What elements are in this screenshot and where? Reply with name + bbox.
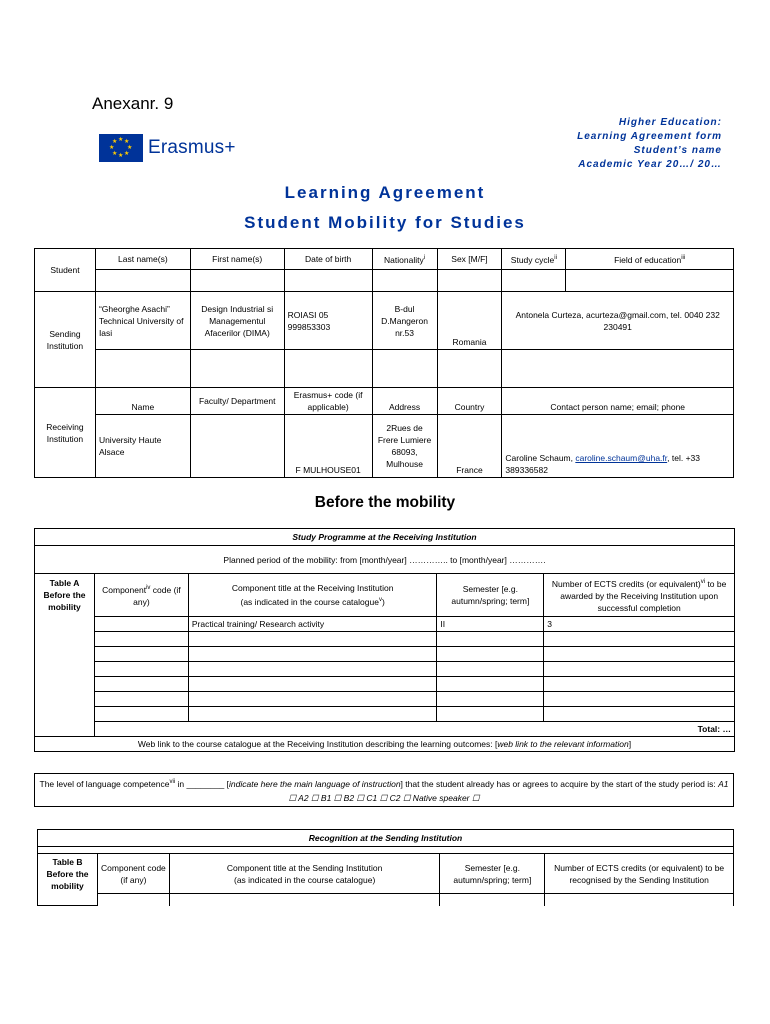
receiving-erasmus-code: F MULHOUSE01 <box>284 415 372 478</box>
sending-extra-cell[interactable] <box>95 350 190 388</box>
empty-cell[interactable] <box>188 662 437 677</box>
empty-cell[interactable] <box>437 692 544 707</box>
receiving-email-link[interactable]: caroline.schaum@uha.fr <box>575 453 668 463</box>
annex-label: Anexanr. 9 <box>92 94 174 113</box>
erasmus-logo <box>99 133 249 163</box>
sending-name: “Gheorghe Asachi” Technical University of Iasi <box>95 292 190 350</box>
empty-cell[interactable] <box>94 632 188 647</box>
empty-cell[interactable] <box>437 677 544 692</box>
logo-text: Erasmus+ <box>148 137 236 158</box>
receiving-name: University Haute Alsace <box>95 415 190 478</box>
col-study-cycle: Study cycle$^{ii}$ <box>502 249 566 270</box>
col-ects-credits: Number of ECTS credits (or equivalent)$^{vi}$ to be awarded by the Receiving Institution upon successful completion <box>544 574 735 617</box>
eu-flag-icon: ★ ★ ★ ★ ★ ★ ★ ★ <box>99 134 143 162</box>
sending-country: Romania <box>437 292 502 350</box>
language-levels[interactable]: A1 ☐ A2 ☐ B1 ☐ B2 ☐ C1 ☐ C2 ☐ Native speaker ☐ <box>288 778 729 803</box>
empty-cell[interactable] <box>437 632 544 647</box>
header-line-1: Higher Education: <box>618 117 722 128</box>
col-faculty: Faculty/ Department <box>190 388 284 415</box>
course-catalogue-weblink: Web link to the course catalogue at the Receiving Institution describing the learning outcomes: [web link to the relevant information] <box>35 737 735 752</box>
table-row <box>35 632 735 647</box>
header-line-3: Student’s name <box>633 145 722 156</box>
col-semester: Semester [e.g. autumn/spring; term] <box>437 574 544 617</box>
col-component-title: Component title at the Sending Institution (as indicated in the course catalogue) <box>169 854 440 894</box>
sending-extra-cell[interactable] <box>190 350 284 388</box>
empty-cell[interactable] <box>437 647 544 662</box>
table-a-label: Table A Before the mobility <box>35 574 95 737</box>
page-subtitle: Student Mobility for Studies <box>244 213 526 232</box>
student-label: Student <box>35 249 96 292</box>
col-component-code: Component code (if any) <box>97 854 169 894</box>
header-line-2: Learning Agreement form <box>577 131 722 142</box>
col-contact: Contact person name; email; phone <box>502 388 734 415</box>
sending-extra-cell[interactable] <box>437 350 502 388</box>
table-row <box>35 692 735 707</box>
student-dob-cell[interactable] <box>284 270 372 292</box>
table-a <box>34 528 735 752</box>
planned-period: Planned period of the mobility: from [month/year] ………….. to [month/year] …………. <box>35 546 735 574</box>
empty-cell[interactable] <box>94 677 188 692</box>
empty-cell[interactable] <box>169 894 440 906</box>
empty-cell[interactable] <box>94 662 188 677</box>
empty-cell[interactable] <box>188 692 437 707</box>
empty-cell[interactable] <box>188 677 437 692</box>
empty-cell[interactable] <box>188 632 437 647</box>
header-line-4: Academic Year 20…/ 20… <box>578 159 722 170</box>
empty-cell[interactable] <box>544 692 735 707</box>
col-name: Name <box>95 388 190 415</box>
institutions-table <box>34 248 734 478</box>
table-a-total: Total: … <box>94 722 734 737</box>
table-a-heading: Study Programme at the Receiving Institution <box>35 529 735 546</box>
table-b-heading: Recognition at the Sending Institution <box>38 830 734 847</box>
student-field-cell[interactable] <box>566 270 734 292</box>
sending-erasmus-code: ROIASI 05 999853303 <box>284 292 372 350</box>
receiving-faculty-cell[interactable] <box>190 415 284 478</box>
receiving-contact: Caroline Schaum, caroline.schaum@uha.fr, tel. +33 389336582 <box>502 415 734 478</box>
sending-extra-cell[interactable] <box>502 350 734 388</box>
empty-cell[interactable] <box>544 632 735 647</box>
col-erasmus-code: Erasmus+ code (if applicable) <box>284 388 372 415</box>
empty-cell[interactable] <box>544 677 735 692</box>
language-competence: The level of language competence$^{vii}$ in ________ [indicate here the main language of instruction] that the student already has or agrees to acquire by the start of the study period is: A1 ☐ A2 ☐ B1 ☐ B2 ☐ C1 ☐ C2 ☐ Native speaker ☐ <box>34 773 734 807</box>
table-b <box>37 829 734 906</box>
table-row <box>35 662 735 677</box>
empty-cell[interactable] <box>437 662 544 677</box>
col-country: Country <box>437 388 502 415</box>
table-row <box>38 894 734 906</box>
empty-cell[interactable] <box>188 647 437 662</box>
sending-contact: Antonela Curteza, acurteza@gmail.com, tel. 0040 232 230491 <box>502 292 734 350</box>
col-semester: Semester [e.g. autumn/spring; term] <box>440 854 545 894</box>
empty-cell[interactable] <box>544 662 735 677</box>
col-address: Address <box>372 388 437 415</box>
sending-label: Sending Institution <box>35 292 96 388</box>
student-nationality-cell[interactable] <box>372 270 437 292</box>
table-b-spacer <box>38 847 734 854</box>
col-ects-credits: Number of ECTS credits (or equivalent) to be recognised by the Sending Institution <box>545 854 734 894</box>
sending-faculty: Design Industrial si Managementul Afacerilor (DIMA) <box>190 292 284 350</box>
empty-cell[interactable] <box>437 707 544 722</box>
table-b-label: Table B Before the mobility <box>38 854 98 906</box>
empty-cell[interactable] <box>97 894 169 906</box>
col-component-title: Component title at the Receiving Institution (as indicated in the course catalogue$^v$) <box>188 574 437 617</box>
empty-cell[interactable] <box>545 894 734 906</box>
empty-cell[interactable] <box>94 707 188 722</box>
receiving-country: France <box>437 415 502 478</box>
empty-cell[interactable] <box>544 707 735 722</box>
empty-cell[interactable] <box>188 707 437 722</box>
col-last-name: Last name(s) <box>95 249 190 270</box>
col-nationality: Nationality$^i$ <box>372 249 437 270</box>
col-component-code: Component$^{iv}$ code (if any) <box>94 574 188 617</box>
sending-extra-cell[interactable] <box>372 350 437 388</box>
row-credits[interactable]: 3 <box>544 617 735 632</box>
student-first-name-cell[interactable] <box>190 270 284 292</box>
table-row <box>35 617 735 632</box>
student-last-name-cell[interactable] <box>95 270 190 292</box>
empty-cell[interactable] <box>94 692 188 707</box>
table-row <box>35 647 735 662</box>
student-sex-cell[interactable] <box>437 270 502 292</box>
col-sex: Sex [M/F] <box>437 249 502 270</box>
row-title[interactable]: Practical training/ Research activity <box>188 617 437 632</box>
row-semester[interactable]: II <box>437 617 544 632</box>
row-code[interactable] <box>94 617 188 632</box>
col-field-of-education: Field of education$^{iii}$ <box>566 249 734 270</box>
empty-cell[interactable] <box>94 647 188 662</box>
sending-address: B-dul D.Mangeron nr.53 <box>372 292 437 350</box>
sending-extra-cell[interactable] <box>284 350 372 388</box>
receiving-address: 2Rues de Frere Lumiere 68093, Mulhouse <box>372 415 437 478</box>
table-row <box>35 677 735 692</box>
table-row <box>35 707 735 722</box>
col-first-name: First name(s) <box>190 249 284 270</box>
student-study-cycle-cell[interactable] <box>502 270 566 292</box>
page-title: Learning Agreement <box>284 183 486 202</box>
before-mobility-heading: Before the mobility <box>314 494 456 511</box>
col-date-of-birth: Date of birth <box>284 249 372 270</box>
receiving-label: Receiving Institution <box>35 388 96 478</box>
empty-cell[interactable] <box>544 647 735 662</box>
form-header-info <box>577 116 722 172</box>
empty-cell[interactable] <box>440 894 545 906</box>
